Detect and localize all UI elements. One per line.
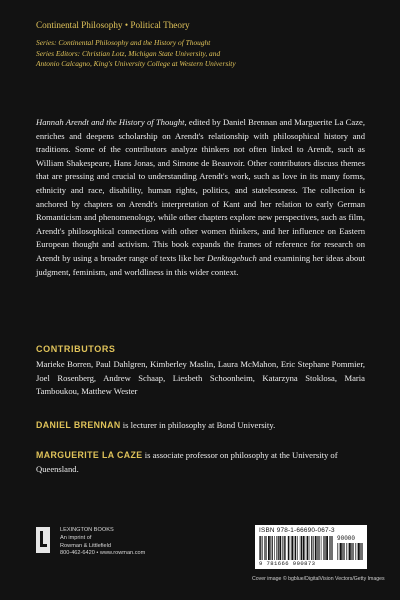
barcode-main-icon — [259, 536, 333, 560]
publisher-block — [36, 523, 156, 573]
contributors-list: Marieke Borren, Paul Dahlgren, Kimberley Maslin, Laura McMahon, Eric Stephane Pommier, Joel Rosenberg, Andrew Schaap, Liesbeth Schoonheim, Katarzyna Stoklosa, Maria Tamboukou, Matthew Wester — [36, 359, 365, 397]
series-editors-line1: Series Editors: Christian Lotz, Michigan State University, and — [36, 48, 221, 58]
series-title: Series: Continental Philosophy and the History of Thought — [36, 38, 211, 47]
description-text-2: and examining her ideas about judgment, feminism, and worldliness in this wider context. — [36, 252, 365, 277]
isbn-number: ISBN 978-1-66690-067-3 — [259, 527, 335, 534]
editor-bio-1 — [36, 419, 365, 433]
publisher-contact: 800-462-6420 • www.rowman.com — [60, 550, 146, 557]
category-line: Continental Philosophy • Political Theory — [36, 20, 190, 30]
cover-image-credit: Cover image © bgblue/DigitalVision Vectors/Getty Images — [252, 576, 385, 582]
publisher-name: LEXINGTON BOOKS — [60, 527, 114, 533]
editor-name-1: DANIEL BRENNAN — [36, 420, 121, 430]
editor-bio-2 — [36, 449, 365, 476]
book-description — [36, 116, 365, 279]
publisher-text — [60, 527, 145, 558]
publisher-imprint: An imprint of — [60, 534, 92, 541]
barcode-addon-digits: 90000 — [337, 535, 356, 542]
series-info — [36, 38, 366, 70]
series-editors-line2: Antonio Calcagno, King's University College at Western University — [36, 59, 236, 68]
barcode-addon-icon — [337, 543, 363, 560]
description-text-1: , edited by Daniel Brennan and Marguerite La Caze, enriches and deepens scholarship on Arendt's relationship with philosophical history and traditions. Some of the contributors analyze thinkers not often linked to Arendt, such as William Shakespeare, Hans Jonas, and Simone de Beauvoir. Other contributors discuss themes that are pressing and crucial to understanding Arendt's work, such as love in its many forms, ethnicity and race, disability, human rights, politics, and statelessness. The collection is anchored by chapters on Arendt's interpretation of Kant and her relation to early German Romanticism and phenomenology, while other chapters explore new perspectives, such as film, Arendt's philosophical connections with other women thinkers, and her influence on Eastern European thought and activism. This book expands the frames of reference for research on Arendt by using a broader range of texts like her — [36, 117, 365, 263]
editor-bio-text-2: is associate professor on philosophy at the University of Queensland. — [36, 450, 338, 474]
book-title: Hannah Arendt and the History of Thought — [36, 117, 185, 127]
lexington-logo-icon — [36, 527, 50, 553]
publisher-parent: Rowman & Littlefield — [60, 542, 111, 549]
editor-name-2: MARGUERITE LA CAZE — [36, 450, 143, 460]
denktagebuch-title: Denktagebuch — [207, 252, 257, 263]
barcode-main-digits: 9 781666 900873 — [259, 560, 316, 567]
contributors-heading: CONTRIBUTORS — [36, 344, 116, 354]
isbn-barcode — [255, 525, 367, 569]
editor-bio-text-1: is lecturer in philosophy at Bond University. — [120, 420, 276, 430]
